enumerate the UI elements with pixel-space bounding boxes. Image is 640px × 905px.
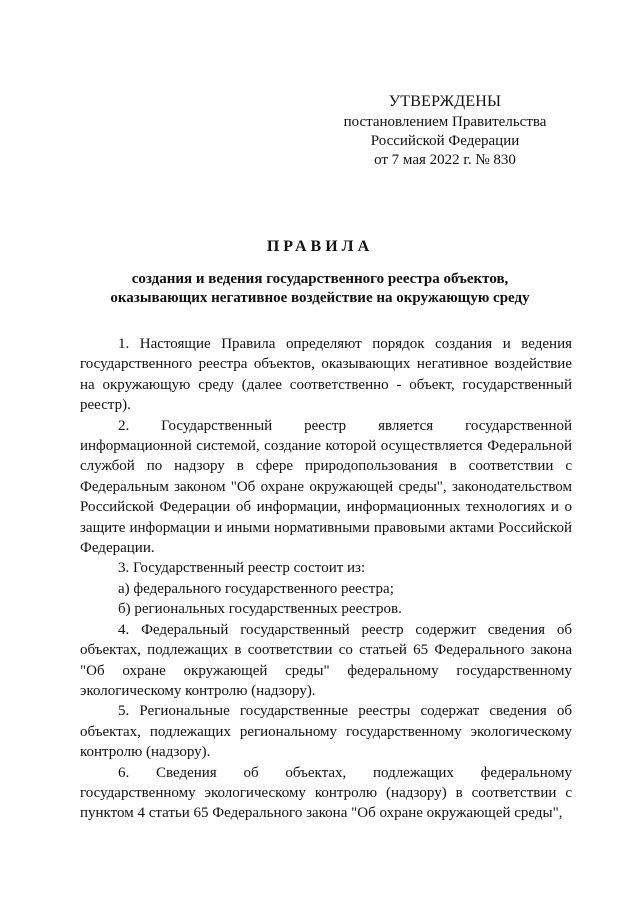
paragraph-4: 4. Федеральный государственный реестр содержит сведения об объектах, подлежащих в соответствии со статьей 65 Федерального закона "Об охране окружающей среды" федеральному государственному экологическому контролю (надзору). [80,621,572,699]
approval-line: Российской Федерации [370,133,520,149]
paragraph-6: 6. Сведения об объектах, подлежащих федеральному государственному экологическому контролю (надзору) в соответствии с пунктом 4 статьи 65 Федерального закона "Об охране окружающей среды", [80,764,572,822]
approval-stamp [330,92,560,170]
paragraph-1: 1. Настоящие Правила определяют порядок создания и ведения государственного реестра объектов, оказывающих негативное воздействие на окружающую среду (далее соответственно - объект, государственный реестр). [80,336,572,414]
paragraph-2: 2. Государственный реестр является государственной информационной системой, создание которой осуществляется Федеральной службой по надзору в сфере природопользования в соответствии с Федеральным законом "Об охране окружающей среды", законодательством Российской Федерации об информации, информационных технологиях и о защите информации и иными нормативными правовыми актами Российской Федерации. [80,417,572,557]
document-body [80,334,572,824]
paragraph-5: 5. Региональные государственные реестры содержат сведения об объектах, подлежащих региональному государственному экологическому контролю (надзору). [80,703,572,761]
approval-heading: УТВЕРЖДЕНЫ [388,93,502,110]
document-title-block [60,238,580,308]
list-item-b: б) региональных государственных реестров. [118,601,402,618]
subtitle-line: оказывающих негативное воздействие на окружающую среду [110,290,530,306]
approval-date: от 7 мая 2022 г. № 830 [374,152,516,168]
document-subtitle [60,270,580,308]
approval-line: постановлением Правительства [343,114,547,130]
document-title: ПРАВИЛА [266,238,374,255]
subtitle-line: создания и ведения государственного реестра объектов, [131,271,509,287]
paragraph-3: 3. Государственный реестр состоит из: [118,560,366,577]
list-item-a: а) федерального государственного реестра; [118,580,394,597]
